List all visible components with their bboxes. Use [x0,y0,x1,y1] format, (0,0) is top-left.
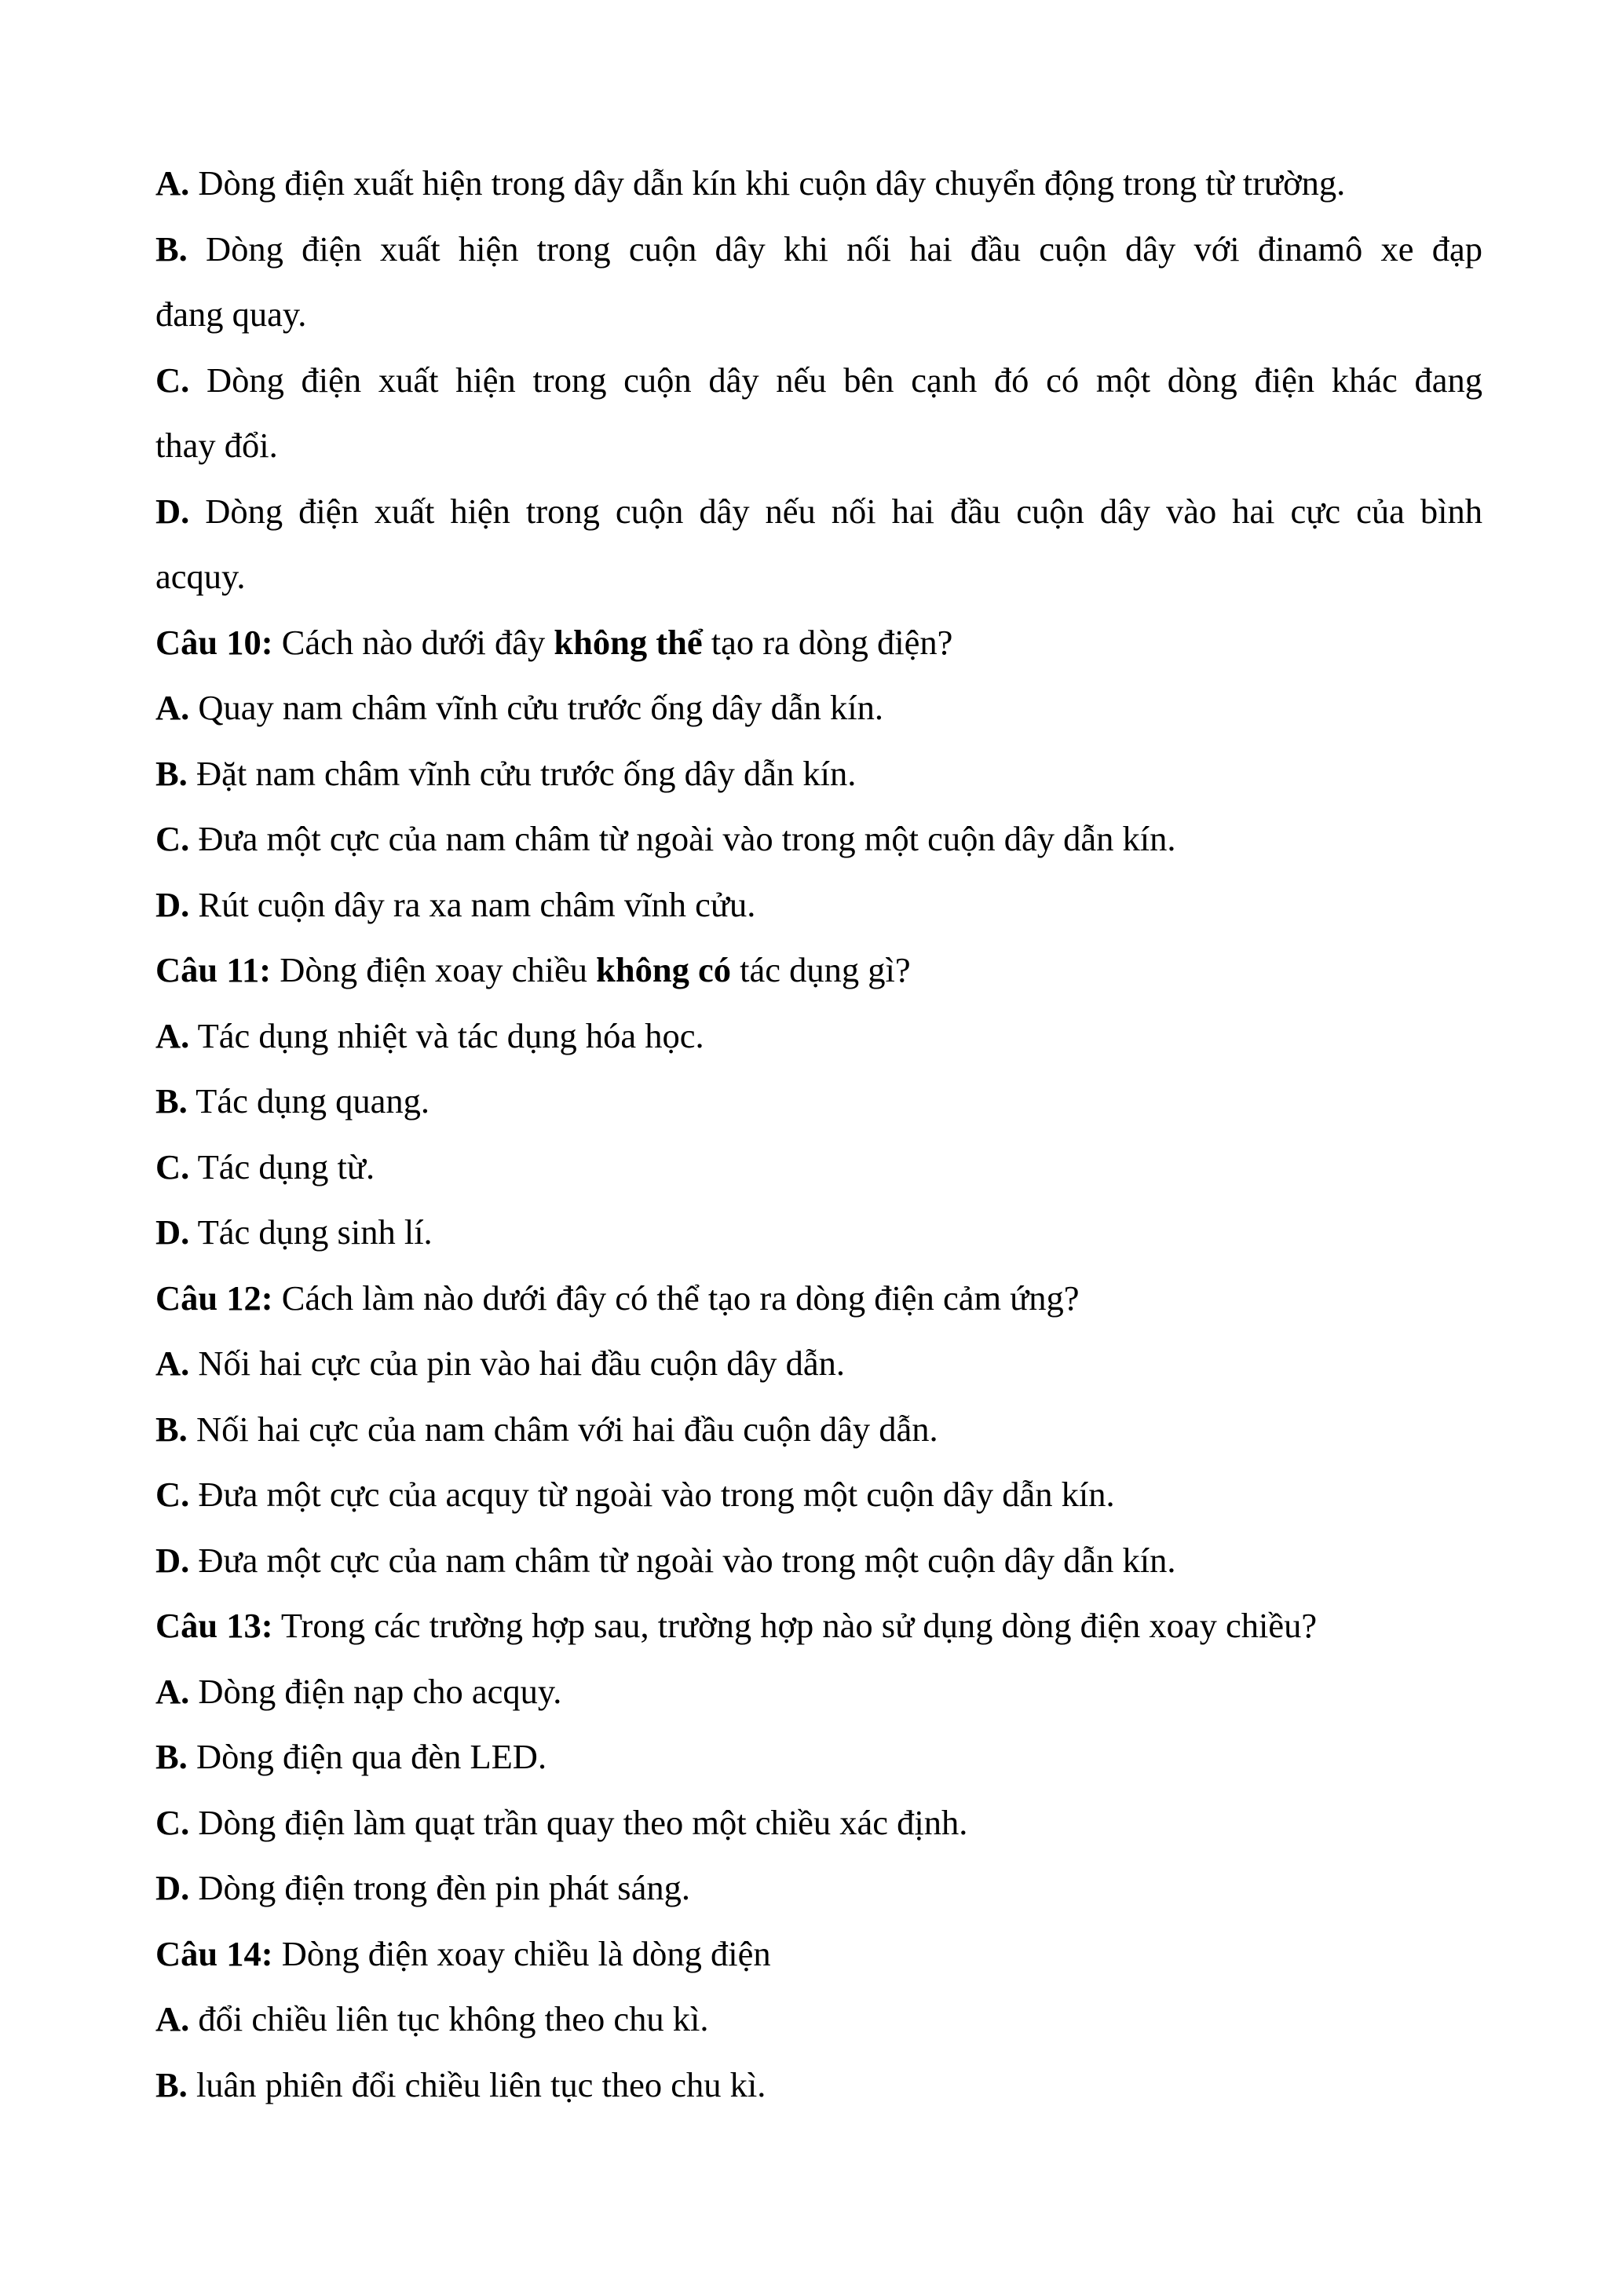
question-label: Câu 11: [155,950,272,989]
question-text: Dòng điện xoay chiều [280,950,587,989]
option-text: luân phiên đổi chiều liên tục theo chu kì. [196,2064,766,2104]
option-label: D. [155,1212,190,1252]
option-label: C. [155,1802,190,1842]
question-14 [155,1921,1482,1987]
option-label: B. [155,1737,188,1776]
option-text: Dòng điện xuất hiện trong cuộn dây khi nối hai đầu cuộn dây với đinamô xe đạp [206,229,1483,269]
question-text: Cách làm nào dưới đây có thể tạo ra dòng điện cảm ứng? [281,1278,1080,1318]
q12-option-c [155,1462,1482,1528]
option-label: A. [155,688,190,727]
option-label: B. [155,2064,188,2104]
option-label: B. [155,1409,188,1449]
option-label: C. [155,360,190,400]
q10-option-c [155,806,1482,872]
question-text: Trong các trường hợp sau, trường hợp nào sử dụng dòng điện xoay chiều? [280,1606,1318,1645]
option-b [155,217,1482,283]
option-text: đổi chiều liên tục không theo chu kì. [198,1999,709,2038]
option-label: D. [155,1868,190,1907]
q13-option-c [155,1790,1482,1856]
option-label: D. [155,491,190,531]
option-text: Đưa một cực của acquy từ ngoài vào trong một cuộn dây dẫn kín. [198,1475,1115,1514]
option-a [155,151,1482,217]
question-text-end: tạo ra dòng điện? [711,622,953,662]
question-label: Câu 14: [155,1933,273,1973]
question-11 [155,938,1482,1004]
option-c [155,348,1482,414]
question-emphasis: không có [596,950,731,989]
option-text: Dòng điện qua đèn LED. [196,1737,547,1776]
option-text: Nối hai cực của nam châm với hai đầu cuộn dây dẫn. [196,1409,938,1449]
q13-option-a [155,1659,1482,1725]
option-text: Dòng điện làm quạt trần quay theo một chiều xác định. [198,1802,968,1842]
option-label: B. [155,229,188,269]
option-label: C. [155,819,190,858]
option-text: Quay nam châm vĩnh cửu trước ống dây dẫn kín. [198,688,883,727]
option-text: Dòng điện trong đèn pin phát sáng. [198,1868,690,1907]
q12-option-b [155,1397,1482,1463]
option-text: Dòng điện xuất hiện trong dây dẫn kín khi cuộn dây chuyển động trong từ trường. [198,163,1346,203]
q14-option-b [155,2053,1482,2119]
option-text: Đưa một cực của nam châm từ ngoài vào trong một cuộn dây dẫn kín. [198,819,1176,858]
q13-option-d [155,1855,1482,1921]
option-text: Rút cuộn dây ra xa nam châm vĩnh cửu. [198,884,756,924]
option-d-continued: acquy. [155,557,246,596]
question-text: Dòng điện xoay chiều là dòng điện [281,1933,771,1973]
option-label: A. [155,1344,190,1383]
question-10 [155,610,1482,676]
option-text: Dòng điện nạp cho acquy. [198,1671,562,1711]
question-13 [155,1593,1482,1659]
option-label: C. [155,1146,190,1186]
question-emphasis: không thể [554,622,703,662]
option-text: Nối hai cực của pin vào hai đầu cuộn dây dẫn. [198,1344,845,1383]
option-label: B. [155,1081,188,1121]
question-label: Câu 13: [155,1606,273,1645]
q12-option-a [155,1331,1482,1397]
q11-option-d [155,1200,1482,1266]
option-text: Dòng điện xuất hiện trong cuộn dây nếu nối hai đầu cuộn dây vào hai cực của bình [205,491,1482,531]
option-label: A. [155,1015,190,1055]
option-label: C. [155,1475,190,1514]
option-text: Tác dụng nhiệt và tác dụng hóa học. [197,1015,704,1055]
option-label: D. [155,1540,190,1580]
option-text: Đưa một cực của nam châm từ ngoài vào trong một cuộn dây dẫn kín. [198,1540,1176,1580]
option-text: Tác dụng sinh lí. [197,1212,433,1252]
option-text: Tác dụng từ. [197,1146,375,1186]
question-label: Câu 10: [155,622,273,662]
q11-option-b [155,1069,1482,1135]
option-label: A. [155,1671,190,1711]
option-c-continued: thay đổi. [155,426,278,465]
question-text: Cách nào dưới đây [281,622,546,662]
q10-option-a [155,675,1482,741]
q13-option-b [155,1724,1482,1790]
q14-option-a [155,1987,1482,2053]
q10-option-b [155,741,1482,807]
option-label: A. [155,163,190,203]
option-label: B. [155,753,188,793]
option-label: A. [155,1999,190,2038]
option-text: Dòng điện xuất hiện trong cuộn dây nếu bên cạnh đó có một dòng điện khác đang [206,360,1482,400]
document-page [155,151,1482,2118]
option-text: Đặt nam châm vĩnh cửu trước ống dây dẫn kín. [196,753,857,793]
q12-option-d [155,1528,1482,1594]
option-b-continued: đang quay. [155,294,307,334]
q11-option-c [155,1135,1482,1201]
option-d [155,479,1482,545]
option-text: Tác dụng quang. [196,1081,430,1121]
question-text-end: tác dụng gì? [740,950,911,989]
option-label: D. [155,884,190,924]
question-12 [155,1266,1482,1332]
q10-option-d [155,872,1482,938]
question-label: Câu 12: [155,1278,273,1318]
q11-option-a [155,1004,1482,1069]
